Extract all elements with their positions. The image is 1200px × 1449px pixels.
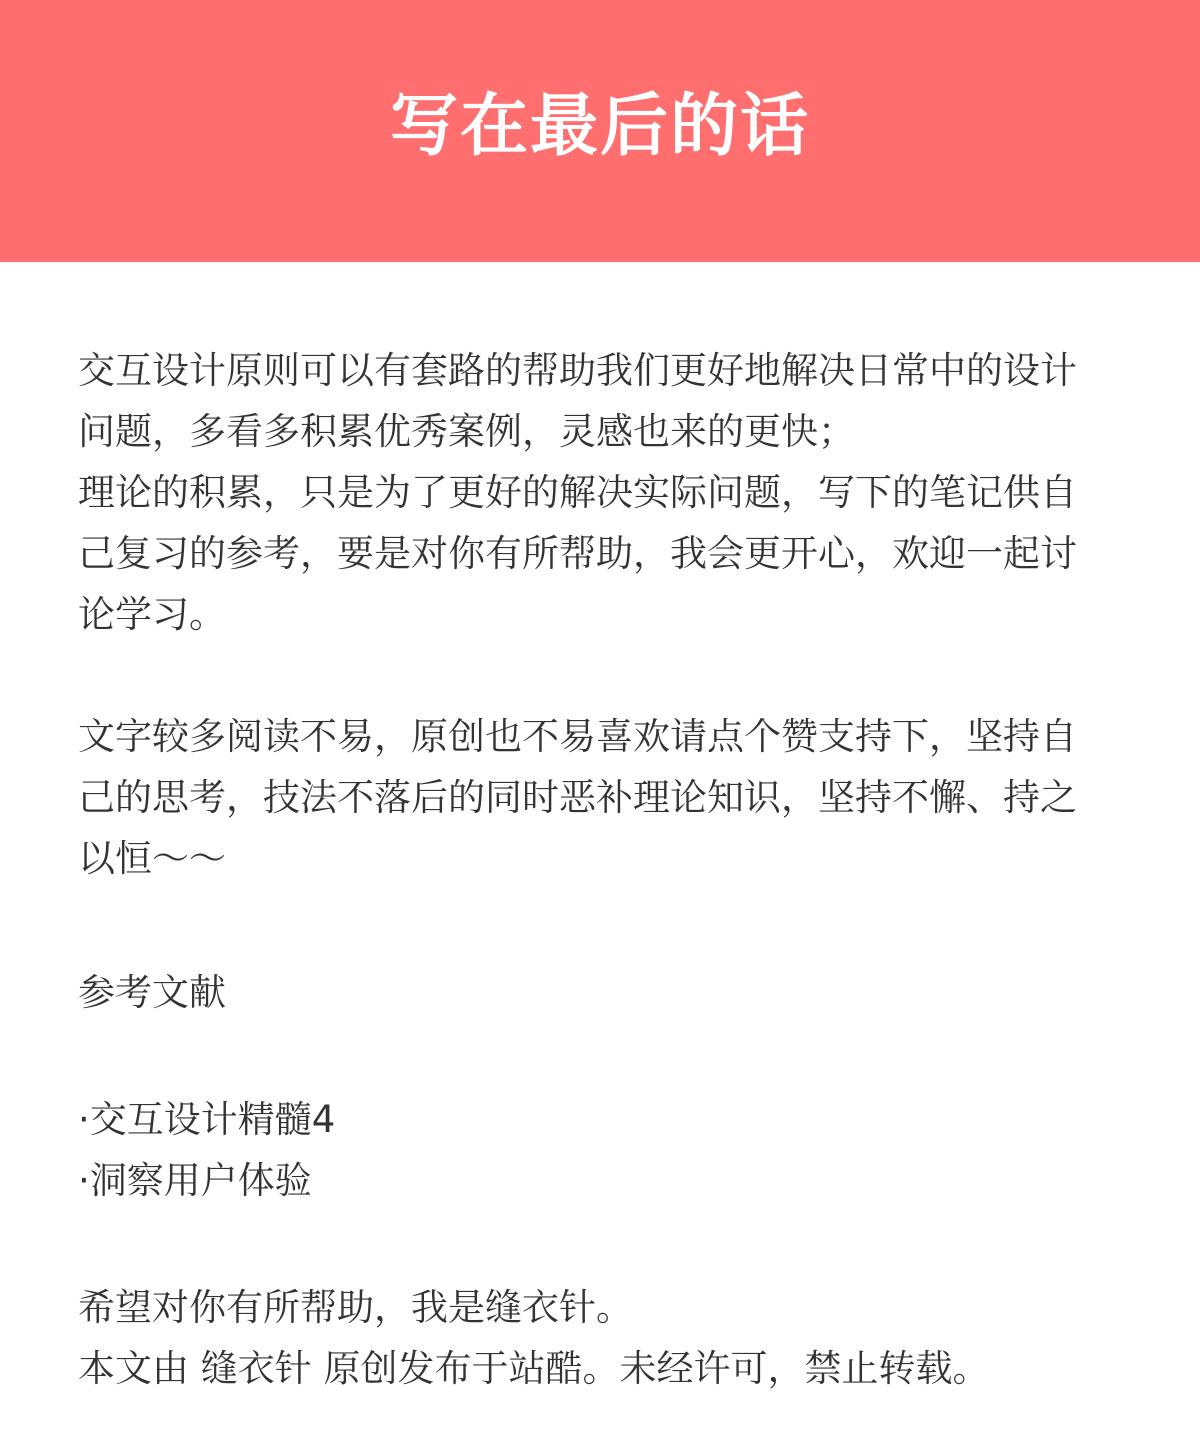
references-heading: 参考文献 (78, 971, 226, 1014)
closing-note (78, 1277, 1122, 1399)
intro-paragraph (78, 340, 1122, 645)
reference-item: ·交互设计精髓4 (78, 1098, 336, 1141)
paragraph-line: 以恒～～ (78, 837, 226, 880)
copyright-line: 本文由 缝衣针 原创发布于站酷。未经许可，禁止转载。 (78, 1347, 990, 1390)
paragraph-line: 己的思考，技法不落后的同时恶补理论知识，坚持不懈、持之 (78, 776, 1077, 819)
reference-item: ·洞察用户体验 (78, 1159, 312, 1202)
article-body (0, 340, 1200, 1399)
paragraph-line: 问题，多看多积累优秀案例，灵感也来的更快； (78, 410, 855, 453)
paragraph-line: 论学习。 (78, 593, 226, 636)
support-paragraph (78, 706, 1122, 889)
paragraph-line: 己复习的参考，要是对你有所帮助，我会更开心，欢迎一起讨 (78, 532, 1077, 575)
references-list (78, 1089, 1122, 1211)
paragraph-line: 文字较多阅读不易，原创也不易喜欢请点个赞支持下，坚持自 (78, 715, 1077, 758)
page-title: 写在最后的话 (389, 87, 810, 166)
header-banner (0, 0, 1200, 262)
paragraph-line: 理论的积累，只是为了更好的解决实际问题，写下的笔记供自 (78, 471, 1077, 514)
closing-line: 希望对你有所帮助，我是缝衣针。 (78, 1286, 633, 1329)
paragraph-line: 交互设计原则可以有套路的帮助我们更好地解决日常中的设计 (78, 349, 1077, 392)
